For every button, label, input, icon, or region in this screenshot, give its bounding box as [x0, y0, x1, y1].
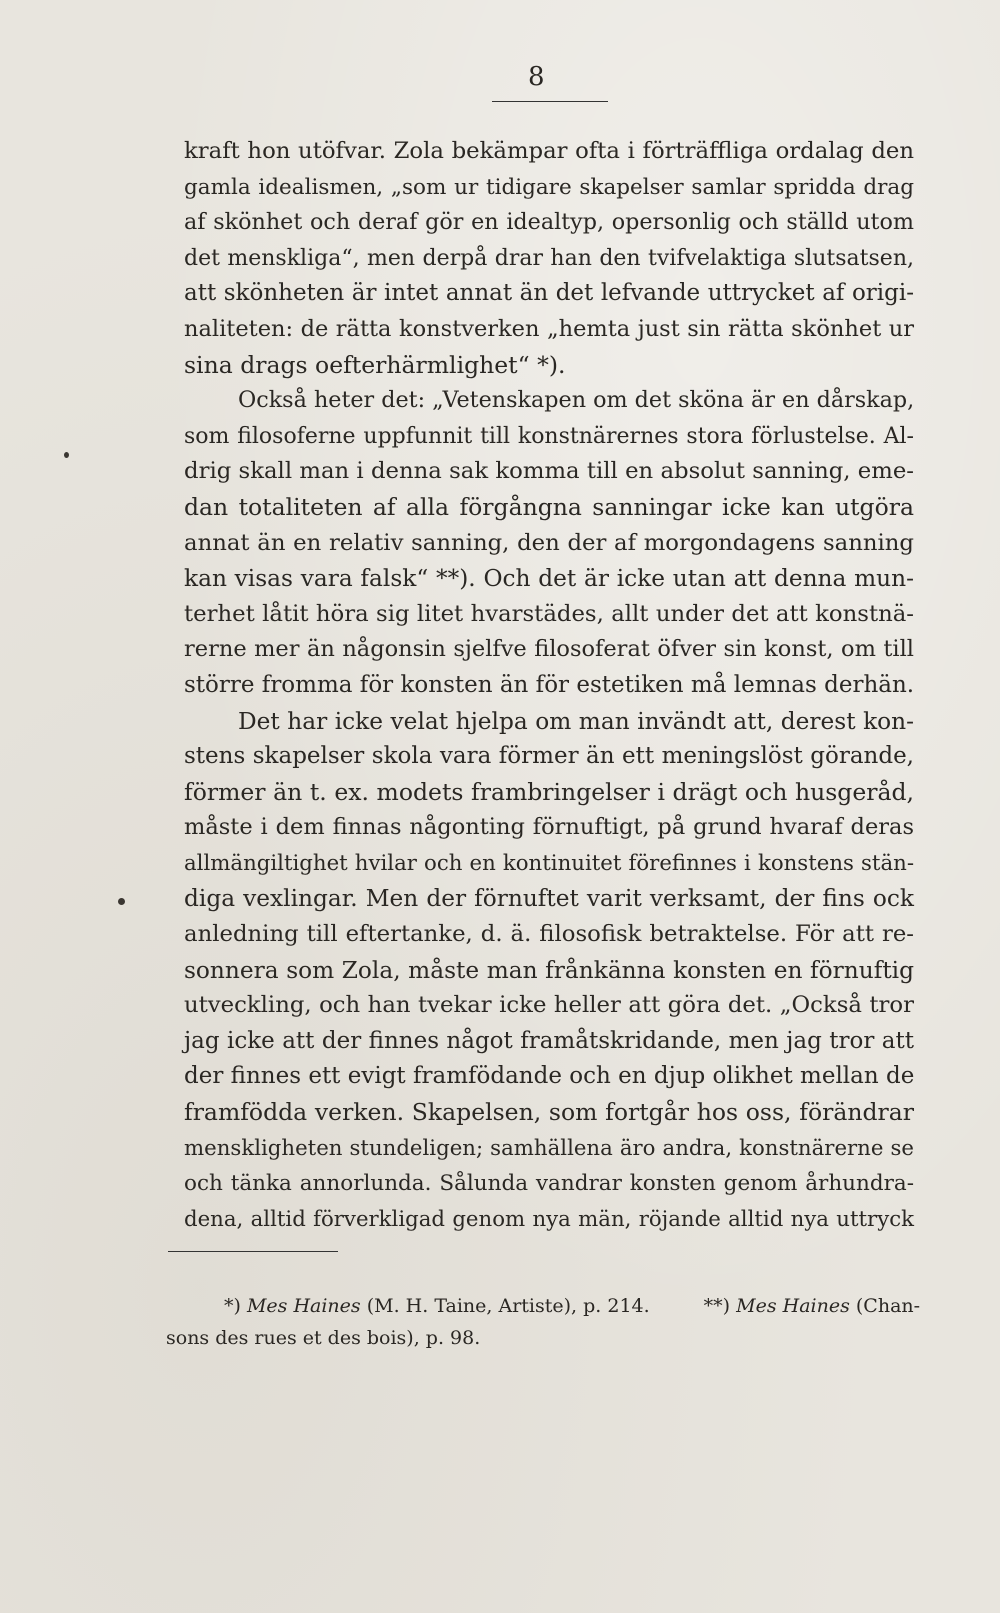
footnote-1-marker: *) — [224, 1295, 241, 1317]
text-line: stens skapelser skola vara förmer än ett meningslöst görande, — [184, 743, 914, 770]
text-line: dena, alltid förverkligad genom nya män, röjande alltid nya uttryck — [184, 1206, 914, 1232]
text-line: der finnes ett evigt framfödande och en djup olikhet mellan de — [184, 1063, 915, 1090]
footnote-2-marker: **) — [703, 1295, 731, 1317]
scan-speck — [64, 452, 69, 458]
text-line: och tänka annorlunda. Sålunda vandrar konsten genom århundra- — [184, 1171, 914, 1197]
header-rule — [492, 101, 608, 102]
text-line: större fromma för konsten än för estetiken må lemnas derhän. — [184, 671, 915, 698]
text-line: sonnera som Zola, måste man frånkänna konsten en förnuftig — [184, 956, 914, 984]
text-line: allmängiltighet hvilar och en kontinuitet förefinnes i konstens stän- — [184, 850, 914, 876]
text-line: diga vexlingar. Men der förnuftet varit verksamt, der fins ock — [184, 885, 914, 913]
text-line: naliteten: de rätta konstverken „hemta just sin rätta skönhet ur — [184, 315, 914, 342]
text-line: drig skall man i denna sak komma till en absolut sanning, eme- — [184, 458, 914, 485]
text-line: terhet låtit höra sig litet hvarstädes, allt under det att konstnä- — [184, 600, 914, 627]
text-line: förmer än t. ex. modets frambringelser i drägt och husgeråd, — [184, 777, 914, 806]
footnotes — [166, 1290, 921, 1354]
text-line: kan visas vara falsk“ **). Och det är icke utan att denna mun- — [184, 565, 914, 593]
text-line: gamla idealismen, „som ur tidigare skapelser samlar spridda drag — [184, 174, 914, 200]
footnote-rule — [168, 1251, 338, 1252]
text-line: dan totaliteten af alla förgångna sanningar icke kan utgöra — [184, 492, 914, 521]
footnote-line-2: sons des rues et des bois), p. 98. — [166, 1327, 481, 1349]
scan-speck — [118, 898, 125, 905]
footnote-line-1 — [166, 1290, 921, 1322]
text-line: sina drags oefterhärmlighet“ *). — [184, 350, 566, 379]
text-line: jag icke att der finnes något framåtskridande, men jag tror att — [184, 1027, 914, 1054]
footnote-2-rest-part1: (Chan- — [855, 1295, 921, 1317]
text-line: rerne mer än någonsin sjelfve filosoferat öfver sin konst, om till — [184, 636, 914, 663]
text-line: Också heter det: „Vetenskapen om det sköna är en dårskap, — [238, 387, 915, 414]
page-number: 8 — [528, 62, 545, 92]
text-line: att skönheten är intet annat än det lefvande uttrycket af origi- — [184, 280, 914, 307]
text-line: Det har icke velat hjelpa om man invändt att, derest kon- — [238, 707, 914, 735]
footnote-2-title: Mes Haines — [736, 1295, 850, 1317]
text-line: annat än en relativ sanning, den der af morgondagens sanning — [184, 529, 914, 556]
text-line: kraft hon utöfvar. Zola bekämpar ofta i förträffliga ordalag den — [184, 138, 914, 164]
text-line: måste i dem finnas någonting förnuftigt, på grund hvaraf deras — [184, 814, 914, 841]
text-line: som filosoferne uppfunnit till konstnärernes stora förlustelse. Al- — [184, 423, 914, 449]
text-line: af skönhet och deraf gör en idealtyp, opersonlig och ställd utom — [184, 209, 914, 236]
text-line: framfödda verken. Skapelsen, som fortgår hos oss, förändrar — [184, 1098, 914, 1127]
text-line: det menskliga“, men derpå drar han den tvifvelaktiga slutsatsen, — [184, 245, 914, 271]
body-text — [184, 134, 914, 1237]
text-line: menskligheten stundeligen; samhällena äro andra, konstnärerne se — [184, 1135, 914, 1161]
footnote-1-rest: (M. H. Taine, Artiste), p. 214. — [366, 1295, 650, 1317]
text-line: utveckling, och han tvekar icke heller att göra det. „Också tror — [184, 992, 914, 1019]
text-line: anledning till eftertanke, d. ä. filosofisk betraktelse. För att re- — [184, 921, 914, 948]
footnote-1-title: Mes Haines — [246, 1295, 361, 1317]
